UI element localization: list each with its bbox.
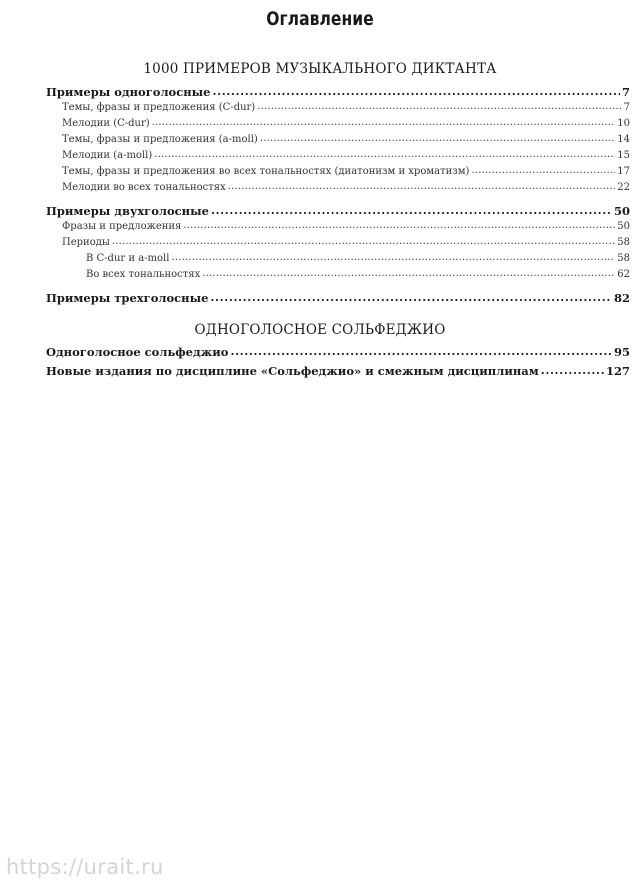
- toc-entry-label: Мелодии во всех тональностях: [62, 182, 226, 193]
- toc-entry-monophonic-solfeggio[interactable]: [46, 345, 630, 359]
- toc-entry-melodies-all-keys[interactable]: [62, 182, 630, 193]
- toc-entry-label: Во всех тональностях: [86, 269, 201, 280]
- toc-entry-label: Темы, фразы и предложения во всех тональностях (диатонизм и хроматизм): [62, 166, 470, 177]
- section-heading-solfeggio: ОДНОГОЛОСНОЕ СОЛЬФЕДЖИО: [194, 322, 446, 338]
- toc-entry-page: 15: [617, 150, 630, 161]
- toc-entry-page: 82: [613, 291, 630, 305]
- toc-entry-themes-c-dur[interactable]: [62, 102, 630, 113]
- toc-entry-page: 7: [623, 102, 630, 113]
- dot-leader: [183, 221, 615, 231]
- toc-entry-page: 50: [613, 204, 630, 218]
- toc-entry-page: 14: [617, 134, 630, 145]
- toc-entry-page: 95: [613, 345, 630, 359]
- dot-leader: [257, 102, 621, 112]
- toc-entry-monophonic-examples[interactable]: [46, 85, 630, 99]
- toc-entry-label: Одноголосное сольфеджио: [46, 345, 229, 359]
- toc-entry-page: 10: [617, 118, 630, 129]
- dot-leader: [230, 345, 612, 358]
- toc-entry-label: Примеры трехголосные: [46, 291, 209, 305]
- dot-leader: [112, 237, 615, 247]
- toc-entry-periods-all-keys[interactable]: [86, 269, 630, 280]
- toc-entry-periods[interactable]: [62, 237, 630, 248]
- section-heading-dictation: 1000 ПРИМЕРОВ МУЗЫКАЛЬНОГО ДИКТАНТА: [143, 61, 497, 77]
- toc-entry-melodies-c-dur[interactable]: [62, 118, 630, 129]
- dot-leader: [202, 269, 615, 279]
- toc-entry-page: 58: [617, 237, 630, 248]
- toc-entry-page: 17: [617, 166, 630, 177]
- toc-entry-new-publications[interactable]: [46, 364, 630, 378]
- dot-leader: [210, 291, 612, 304]
- toc-entry-label: Примеры двухголосные: [46, 204, 209, 218]
- toc-entry-label: Темы, фразы и предложения (a-moll): [62, 134, 258, 145]
- toc-entry-themes-all-keys[interactable]: [62, 166, 630, 177]
- toc-entry-label: Примеры одноголосные: [46, 85, 211, 99]
- toc-entry-page: 7: [621, 85, 630, 99]
- toc-entry-periods-c-dur-a-moll[interactable]: [86, 253, 630, 264]
- toc-entry-label: В C-dur и a-moll: [86, 253, 170, 264]
- dot-leader: [260, 134, 615, 144]
- toc-entry-phrases-sentences[interactable]: [62, 221, 630, 232]
- toc-entry-two-voice-examples[interactable]: [46, 204, 630, 218]
- toc-entry-themes-a-moll[interactable]: [62, 134, 630, 145]
- toc-entry-page: 127: [605, 364, 630, 378]
- watermark-url: https://urait.ru: [6, 855, 164, 879]
- dot-leader: [152, 118, 616, 128]
- toc-entry-label: Мелодии (C-dur): [62, 118, 150, 129]
- toc-entry-label: Новые издания по дисциплине «Сольфеджио» и смежным дисциплинам: [46, 364, 539, 378]
- dot-leader: [471, 166, 615, 176]
- dot-leader: [228, 182, 616, 192]
- toc-entry-three-voice-examples[interactable]: [46, 291, 630, 305]
- dot-leader: [541, 364, 604, 377]
- toc-entry-page: 50: [617, 221, 630, 232]
- toc-entry-label: Темы, фразы и предложения (C-dur): [62, 102, 256, 113]
- toc-entry-label: Периоды: [62, 237, 110, 248]
- toc-entry-label: Мелодии (a-moll): [62, 150, 153, 161]
- dot-leader: [213, 85, 620, 98]
- toc-entry-page: 62: [617, 269, 630, 280]
- dot-leader: [211, 204, 612, 217]
- toc-entry-melodies-a-moll[interactable]: [62, 150, 630, 161]
- page-title: Оглавление: [266, 8, 374, 30]
- toc-entry-page: 58: [617, 253, 630, 264]
- toc-entry-page: 22: [617, 182, 630, 193]
- dot-leader: [154, 150, 615, 160]
- toc-entry-label: Фразы и предложения: [62, 221, 182, 232]
- dot-leader: [171, 253, 615, 263]
